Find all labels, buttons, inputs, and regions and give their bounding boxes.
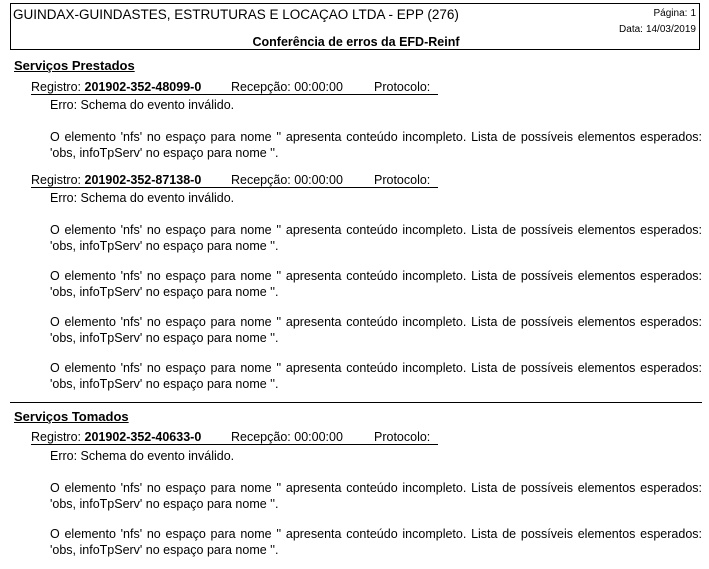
section-divider — [10, 402, 702, 403]
page-indicator — [654, 8, 696, 19]
error-message: O elemento 'nfs' no espaço para nome '' apresenta conteúdo incompleto. Lista de possíveis elementos esperados: 'obs, infoTpServ' no espaço para nome ''. — [50, 361, 702, 391]
registro-label: Registro: — [31, 430, 82, 444]
recepcao-value: 00:00:00 — [294, 173, 343, 187]
registro-number: 201902-352-87138-0 — [84, 173, 202, 187]
error-message: O elemento 'nfs' no espaço para nome '' apresenta conteúdo incompleto. Lista de possíveis elementos esperados: 'obs, infoTpServ' no espaço para nome ''. — [50, 130, 702, 160]
recepcao-value: 00:00:00 — [294, 430, 343, 444]
company-name: GUINDAX-GUINDASTES, ESTRUTURAS E LOCAÇAO LTDA - EPP (276) — [13, 7, 459, 22]
date-label: Data: — [619, 24, 643, 35]
recepcao-label: Recepção: — [231, 173, 291, 187]
page-number: 1 — [690, 8, 696, 19]
recepcao-label: Recepção: — [231, 80, 291, 94]
registro-line — [31, 80, 438, 95]
recepcao-value: 00:00:00 — [294, 80, 343, 94]
registro-line — [31, 173, 438, 188]
protocolo-label: Protocolo: — [374, 80, 431, 94]
report-title: Conferência de erros da EFD-Reinf — [252, 35, 460, 49]
error-line: Erro: Schema do evento inválido. — [50, 191, 235, 205]
registro-label: Registro: — [31, 80, 82, 94]
error-message: O elemento 'nfs' no espaço para nome '' apresenta conteúdo incompleto. Lista de possíveis elementos esperados: 'obs, infoTpServ' no espaço para nome ''. — [50, 315, 702, 345]
registro-line — [31, 430, 438, 445]
error-message: O elemento 'nfs' no espaço para nome '' apresenta conteúdo incompleto. Lista de possíveis elementos esperados: 'obs, infoTpServ' no espaço para nome ''. — [50, 269, 702, 299]
report-date — [619, 24, 696, 35]
protocolo-label: Protocolo: — [374, 173, 431, 187]
error-message: O elemento 'nfs' no espaço para nome '' apresenta conteúdo incompleto. Lista de possíveis elementos esperados: 'obs, infoTpServ' no espaço para nome ''. — [50, 481, 702, 511]
section-title-tomados: Serviços Tomados — [14, 409, 129, 424]
error-message: O elemento 'nfs' no espaço para nome '' apresenta conteúdo incompleto. Lista de possíveis elementos esperados: 'obs, infoTpServ' no espaço para nome ''. — [50, 527, 702, 557]
registro-number: 201902-352-40633-0 — [84, 430, 202, 444]
error-message: O elemento 'nfs' no espaço para nome '' apresenta conteúdo incompleto. Lista de possíveis elementos esperados: 'obs, infoTpServ' no espaço para nome ''. — [50, 223, 702, 253]
error-line: Erro: Schema do evento inválido. — [50, 449, 235, 463]
error-line: Erro: Schema do evento inválido. — [50, 98, 235, 112]
report-header — [10, 3, 700, 50]
date-value: 14/03/2019 — [645, 24, 696, 35]
registro-label: Registro: — [31, 173, 82, 187]
registro-number: 201902-352-48099-0 — [84, 80, 202, 94]
recepcao-label: Recepção: — [231, 430, 291, 444]
protocolo-label: Protocolo: — [374, 430, 431, 444]
section-title-prestados: Serviços Prestados — [14, 58, 135, 73]
page-label: Página: — [653, 8, 688, 19]
